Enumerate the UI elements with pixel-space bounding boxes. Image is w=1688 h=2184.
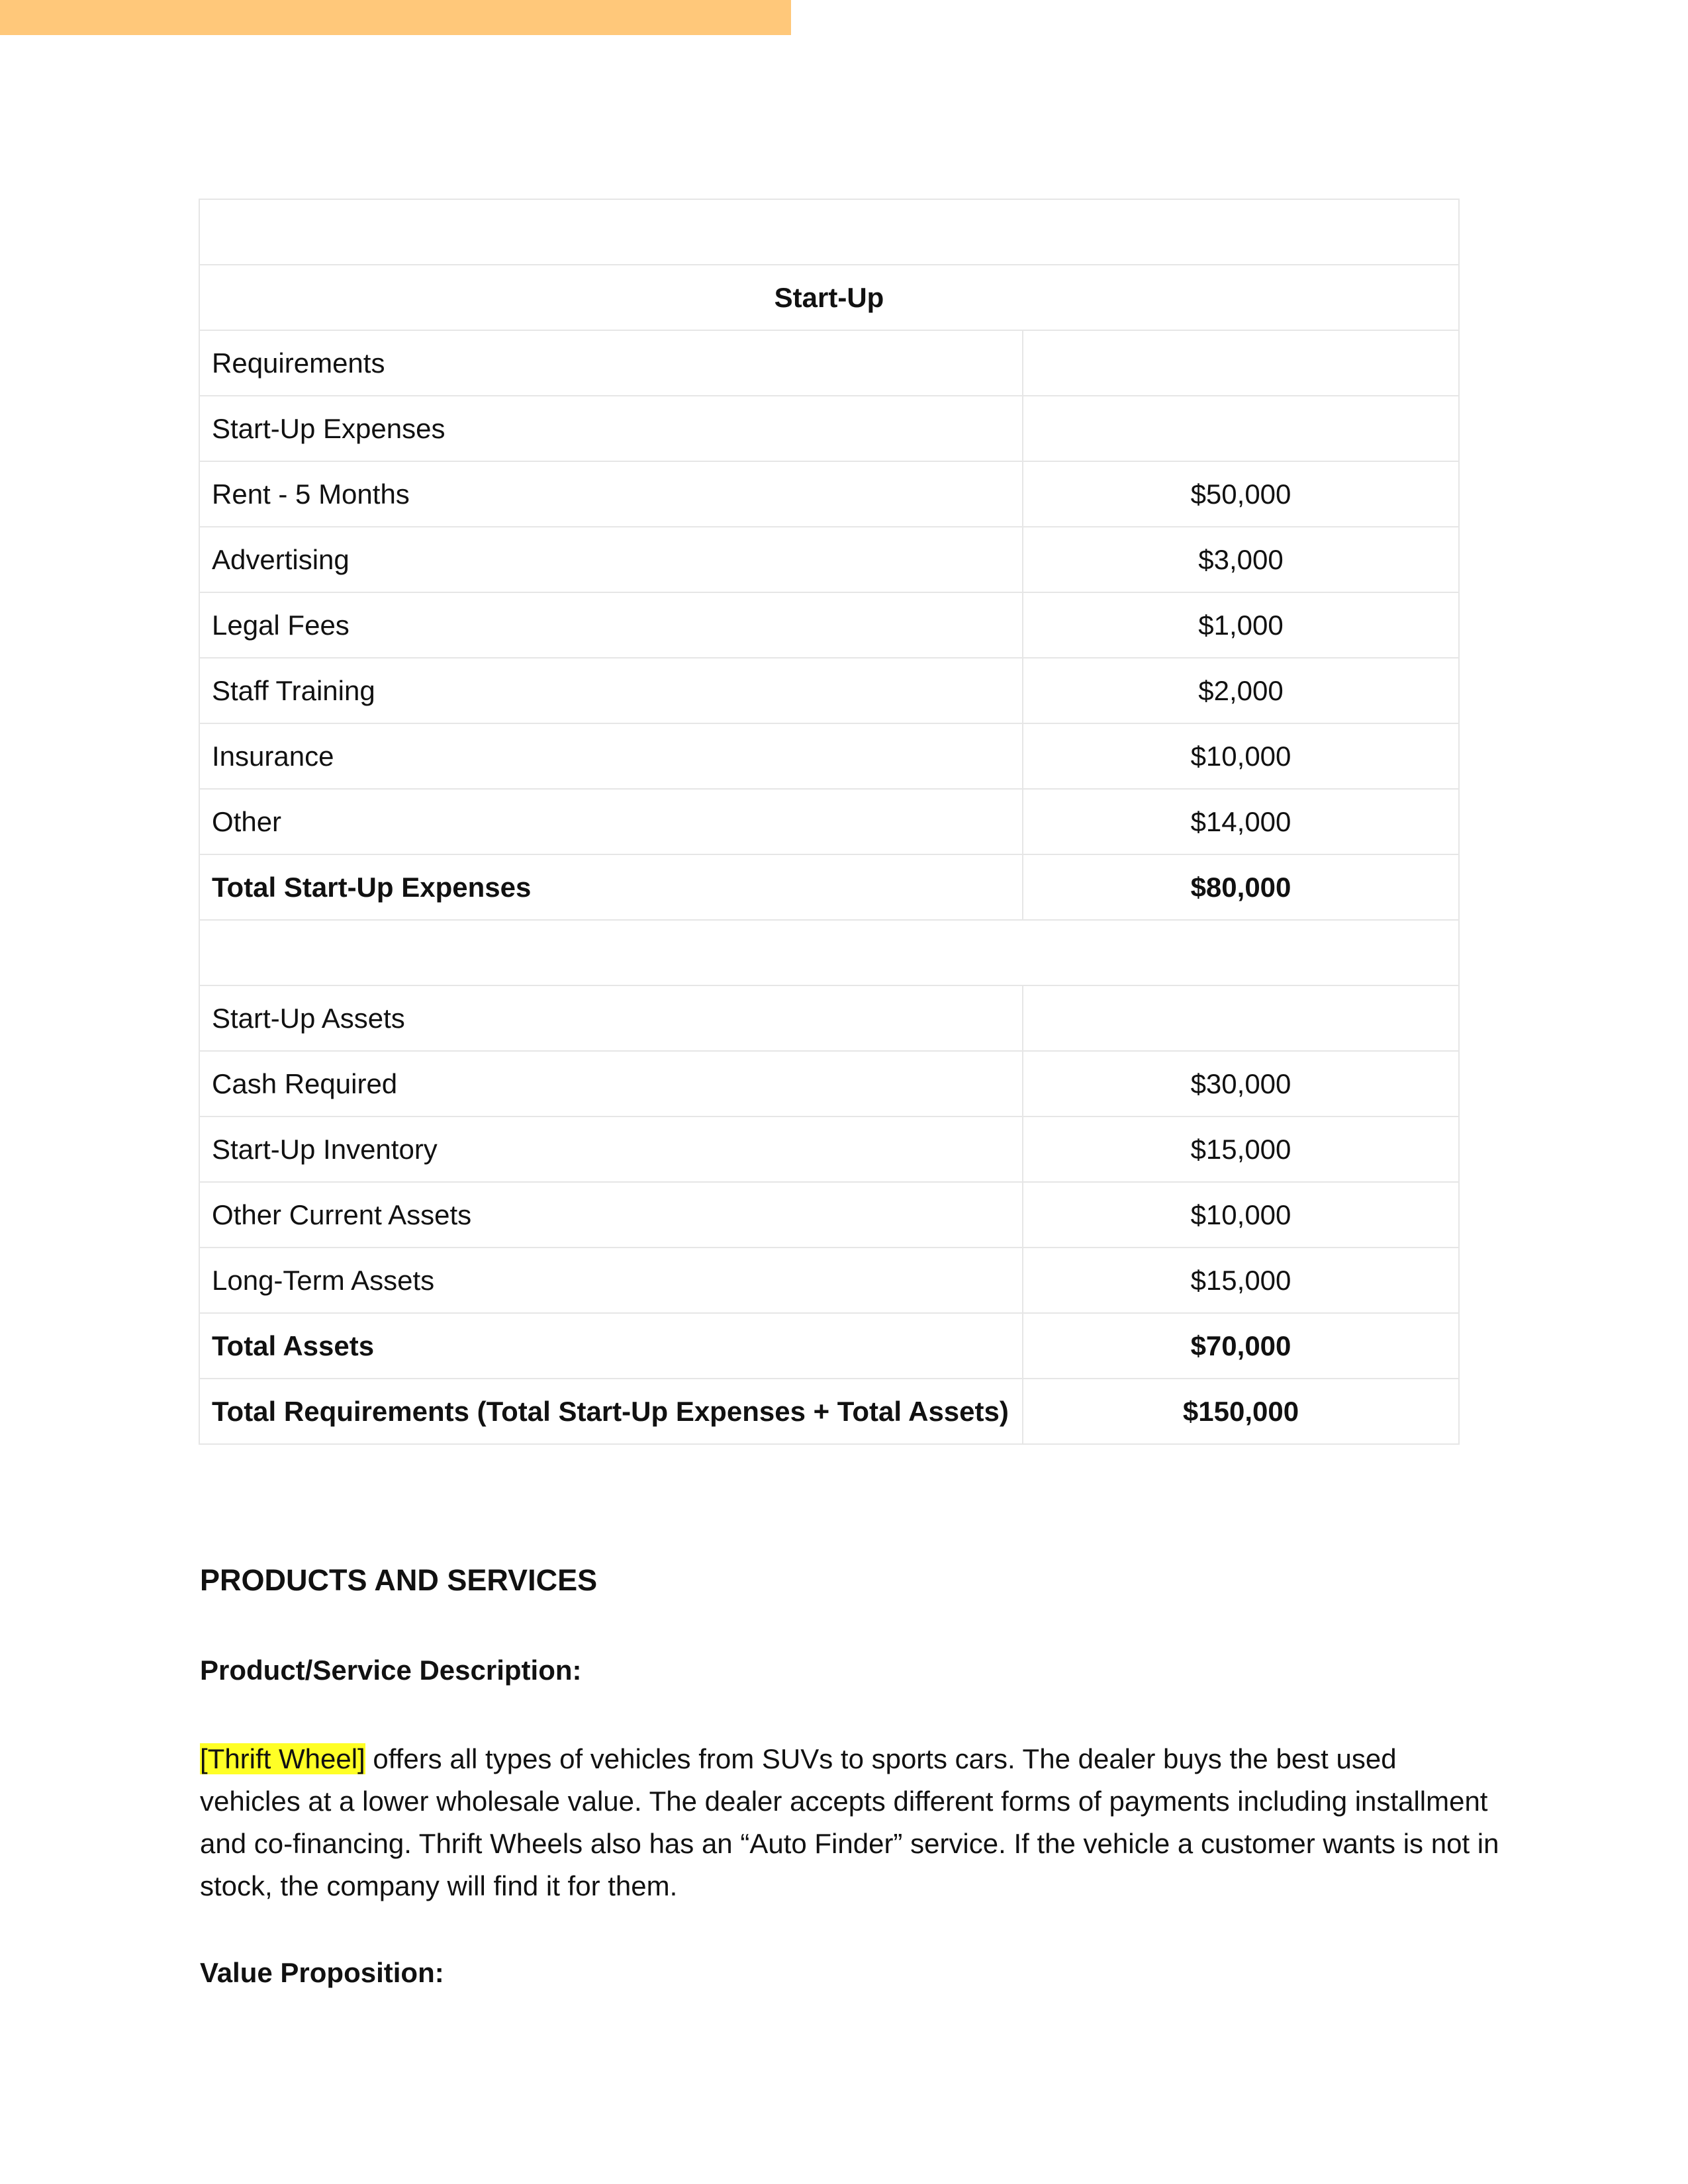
row-value: $10,000 bbox=[1023, 723, 1459, 789]
table-cell-empty bbox=[199, 199, 1459, 265]
table-row bbox=[199, 1182, 1459, 1248]
startup-table bbox=[199, 199, 1460, 1445]
table-row-total-expenses bbox=[199, 854, 1459, 920]
table-row-blank-top bbox=[199, 199, 1459, 265]
row-label: Advertising bbox=[199, 527, 1023, 592]
row-label: Total Requirements (Total Start-Up Expenses + Total Assets) bbox=[199, 1379, 1023, 1444]
row-value: $150,000 bbox=[1023, 1379, 1459, 1444]
company-name-placeholder[interactable]: [Thrift Wheel] bbox=[200, 1743, 365, 1774]
row-label: Long-Term Assets bbox=[199, 1248, 1023, 1313]
product-description-body: offers all types of vehicles from SUVs to sports cars. The dealer buys the best used vehicles at a lower wholesale value. The dealer accepts different forms of payments including installment and co-financing. Thrift Wheels also has an “Auto Finder” service. If the vehicle a customer wants is not in stock, the company will find it for them. bbox=[200, 1743, 1499, 1901]
table-row bbox=[199, 1248, 1459, 1313]
row-value: $50,000 bbox=[1023, 461, 1459, 527]
row-label: Total Assets bbox=[199, 1313, 1023, 1379]
table-row bbox=[199, 658, 1459, 723]
row-value: $3,000 bbox=[1023, 527, 1459, 592]
value-proposition-label: Value Proposition: bbox=[200, 1957, 444, 1988]
section-title-products-services: PRODUCTS AND SERVICES bbox=[200, 1563, 598, 1597]
row-value bbox=[1023, 396, 1459, 461]
row-value: $80,000 bbox=[1023, 854, 1459, 920]
table-row bbox=[199, 592, 1459, 658]
row-value: $15,000 bbox=[1023, 1248, 1459, 1313]
table-row bbox=[199, 789, 1459, 854]
row-value: $10,000 bbox=[1023, 1182, 1459, 1248]
table-row bbox=[199, 396, 1459, 461]
header-accent-bar bbox=[0, 0, 791, 35]
row-value: $15,000 bbox=[1023, 1116, 1459, 1182]
table-cell-empty bbox=[199, 920, 1459, 985]
table-row bbox=[199, 723, 1459, 789]
row-value: $2,000 bbox=[1023, 658, 1459, 723]
table-row bbox=[199, 1051, 1459, 1116]
row-label: Staff Training bbox=[199, 658, 1023, 723]
row-label: Other bbox=[199, 789, 1023, 854]
row-label: Start-Up Inventory bbox=[199, 1116, 1023, 1182]
row-value: $30,000 bbox=[1023, 1051, 1459, 1116]
row-label: Rent - 5 Months bbox=[199, 461, 1023, 527]
table-row bbox=[199, 1116, 1459, 1182]
product-description-label: Product/Service Description: bbox=[200, 1655, 582, 1686]
row-label: Legal Fees bbox=[199, 592, 1023, 658]
row-value bbox=[1023, 330, 1459, 396]
table-heading: Start-Up bbox=[199, 265, 1459, 330]
row-label: Requirements bbox=[199, 330, 1023, 396]
row-value: $14,000 bbox=[1023, 789, 1459, 854]
row-value bbox=[1023, 985, 1459, 1051]
table-row-blank-separator bbox=[199, 920, 1459, 985]
row-label: Cash Required bbox=[199, 1051, 1023, 1116]
table-row bbox=[199, 330, 1459, 396]
product-description-text bbox=[200, 1738, 1503, 1907]
row-value: $70,000 bbox=[1023, 1313, 1459, 1379]
table-row bbox=[199, 461, 1459, 527]
table-row-heading bbox=[199, 265, 1459, 330]
table-row bbox=[199, 985, 1459, 1051]
row-label: Other Current Assets bbox=[199, 1182, 1023, 1248]
row-label: Total Start-Up Expenses bbox=[199, 854, 1023, 920]
row-label: Insurance bbox=[199, 723, 1023, 789]
table-row bbox=[199, 527, 1459, 592]
table-row-total-requirements bbox=[199, 1379, 1459, 1444]
table-row-total-assets bbox=[199, 1313, 1459, 1379]
row-label: Start-Up Expenses bbox=[199, 396, 1023, 461]
row-value: $1,000 bbox=[1023, 592, 1459, 658]
row-label: Start-Up Assets bbox=[199, 985, 1023, 1051]
